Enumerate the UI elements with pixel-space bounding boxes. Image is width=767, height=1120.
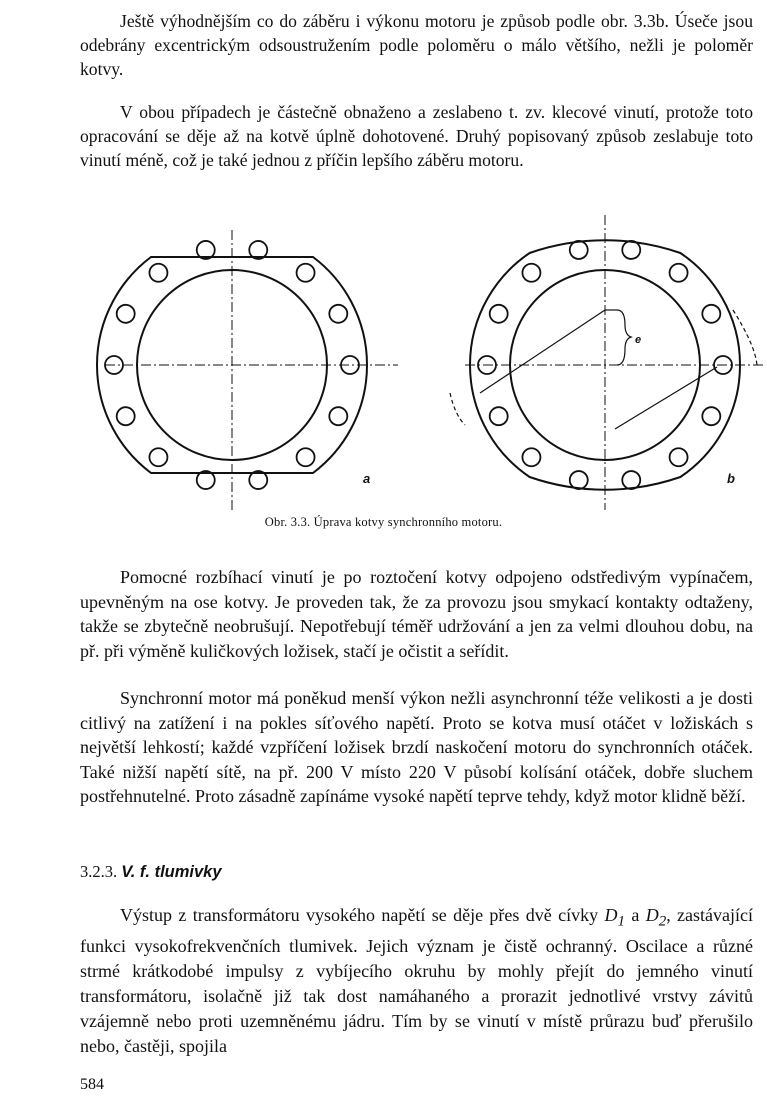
- rotor-a-hole: [297, 448, 315, 466]
- rotor-a-hole: [149, 448, 167, 466]
- rotor-a-hole: [149, 264, 167, 282]
- rotor-b-hole: [702, 305, 720, 323]
- figure-3-3: [95, 215, 767, 515]
- rotor-b-hole: [622, 241, 640, 259]
- paragraph-2: V obou případech je částečně obnaženo a zeslabeno t. zv. klecové vinutí, protože toto opracování se děje až na kotvě úplně dohotovené. Druhý popisovaný způsob zeslabuje toto vinutí méně, což je také jednou z příčin lepšího záběru motoru.: [80, 102, 753, 171]
- rotor-a-hole: [329, 305, 347, 323]
- rotor-a-hole: [297, 264, 315, 282]
- rotor-a-hole: [117, 407, 135, 425]
- figure-caption: Obr. 3.3. Úprava kotvy synchronního motoru.: [264, 515, 503, 529]
- rotor-b-hole: [702, 407, 720, 425]
- rotor-b-hole: [622, 471, 640, 489]
- paragraph-3: Pomocné rozbíhací vinutí je po roztočení kotvy odpojeno odstředivým vypínačem, upevněným na ose kotvy. Je proveden tak, že za provozu jsou smykací kontakty odtaženy, takže se zbytečně neobrušují. Nepotřebují téměř udržování a jen za velmi dlouhou dobu, na př. při výměně kuličkových ložisek, stačí je očistit a seřídit.: [80, 567, 753, 661]
- paragraph-1: Ještě výhodnějším co do záběru i výkonu motoru je způsob podle obr. 3.3b. Úseče jsou odebrány excentrickým odsoustružením podle poloměru o málo většího, nežli je poloměr kotvy.: [80, 11, 753, 80]
- rotor-a: [97, 230, 398, 510]
- paragraph-4: Synchronní motor má poněkud menší výkon nežli asynchronní téže velikosti a je dosti citlivý na zatížení i na pokles síťového napětí. Proto se kotva musí otáčet v ložiskách s největší lehkostí; každé vzpříčení ložisek brzdí naskočení motoru do synchronních otáček. Také nižší napětí sítě, na př. 200 V místo 220 V působí kolísání otáček, dobře sluchem postřehnutelné. Proto zásadně zapínáme vysoké napětí teprve tehdy, když motor klidně běží.: [80, 688, 753, 806]
- coil-d1: $D_1$: [604, 905, 625, 930]
- rotor-b-hole: [570, 471, 588, 489]
- rotor-b: [450, 215, 763, 510]
- figure-label-e: e: [635, 334, 642, 346]
- figure-label-a: a: [363, 471, 371, 486]
- figure-label-b: b: [727, 471, 735, 486]
- rotor-b-hole: [522, 448, 540, 466]
- rotor-b-hole: [490, 407, 508, 425]
- rotor-b-hole: [570, 241, 588, 259]
- rotor-b-hole: [670, 264, 688, 282]
- section-title: V. f. tlumivky: [121, 863, 222, 881]
- rotor-b-hole: [490, 305, 508, 323]
- rotor-b-eccentric-construction: [450, 310, 757, 429]
- paragraph-5-rest: , zastávající funkci vysokofrekvenčních tlumivek. Jejich význam je čistě ochranný. Oscilace a různé strmé krátkodobé impulsy z vybíjecího okruhu by mohly přejít do jemného vinutí transformátoru, isolačně již tak dost namáhaného a prorazit jednotlivé vrstvy závitů vzájemně nebo proti uzemněnému jádru. Tím by se vinutí v místě průrazu buď přerušilo nebo, častěji, spojila: [80, 905, 754, 1056]
- paragraph-5-start: Výstup z transformátoru vysokého napětí se děje přes dvě cívky: [120, 905, 605, 925]
- section-heading: [80, 862, 222, 882]
- coil-d2: $D_2$: [645, 905, 667, 930]
- rotor-a-hole: [117, 305, 135, 323]
- rotor-b-hole: [522, 264, 540, 282]
- rotor-drawings: [95, 215, 767, 515]
- rotor-b-hole: [670, 448, 688, 466]
- paragraph-5: Výstup z transformátoru vysokého napětí se děje přes dvě cívky $D_1$ a $D_2$, zastávající funkci vysokofrekvenčních tlumivek. Jejich význam je čistě ochranný. Oscilace a různé strmé krátkodobé impulsy z vybíjecího okruhu by mohly přejít do jemného vinutí transformátoru, isolačně již tak dost namáhaného a prorazit jednotlivé vrstvy závitů vzájemně nebo proti uzemněnému jádru. Tím by se vinutí v místě průrazu buď přerušilo nebo, častěji, spojila: [80, 905, 754, 1056]
- rotor-a-hole: [329, 407, 347, 425]
- page-number: 584: [80, 1076, 104, 1093]
- section-number: 3.2.3.: [80, 862, 118, 881]
